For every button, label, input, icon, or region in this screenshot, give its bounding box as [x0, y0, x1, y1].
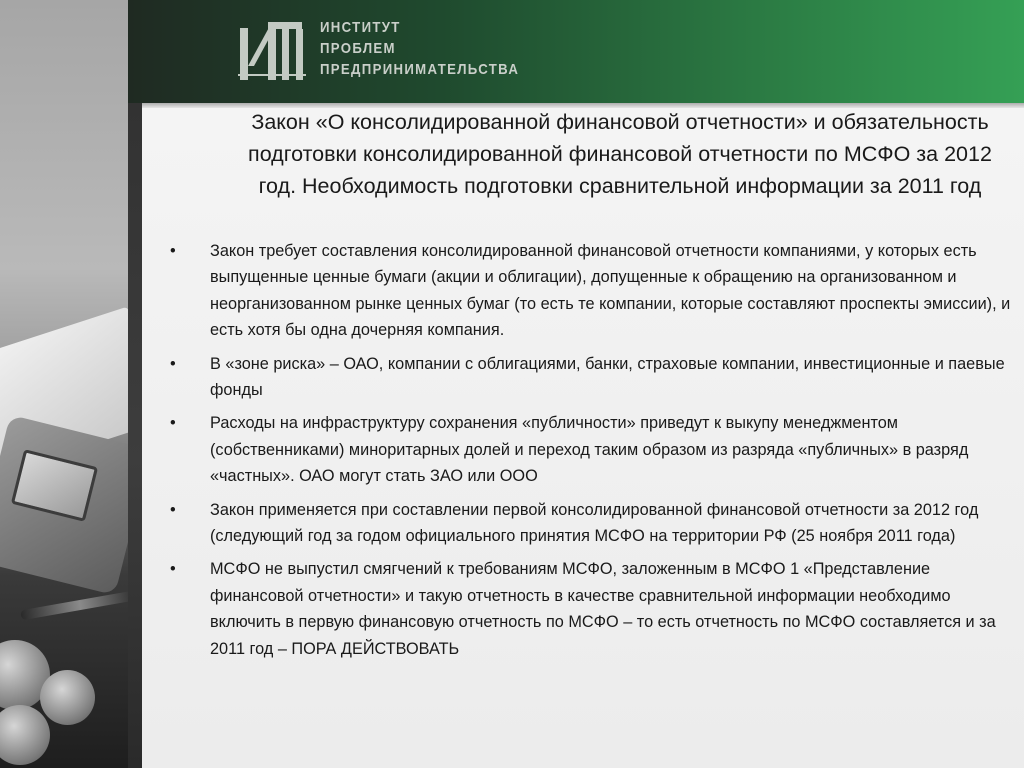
- bullet-text: Расходы на инфраструктуру сохранения «публичности» приведут к выкупу менеджментом (собственниками) миноритарных долей и переход таким образом из разряда «публичных» в разряд «частных». ОАО могут стать ЗАО или ООО: [210, 414, 969, 486]
- pda-device-decor: [0, 415, 142, 596]
- institute-logo-icon: [238, 14, 308, 86]
- bullet-item: [170, 497, 1015, 550]
- pda-screen-decor: [11, 449, 98, 522]
- bullet-text: МСФО не выпустил смягчений к требованиям МСФО, заложенным в МСФО 1 «Представление финансовой отчетности» и такую отчетность в качестве сравнительной информации необходимо включить в первую финансовую отчетность по МСФО – то есть отчетность по МСФО составляется и за 2011 год – ПОРА ДЕЙСТВОВАТЬ: [210, 560, 996, 658]
- decorative-photo: [0, 0, 142, 768]
- bullet-icon: •: [170, 414, 176, 433]
- bullet-text: Закон требует составления консолидированной финансовой отчетности компаниями, у которых есть выпущенные ценные бумаги (акции и облигации), допущенные к обращению на организованном и неорганизованном рынке ценных бумаг (то есть те компании, которые составляют проспекты эмиссии), и есть хотя бы одна дочерняя компания.: [210, 242, 1011, 340]
- bullet-text: Закон применяется при составлении первой консолидированной финансовой отчетности за 2012 год (следующий год за годом официального принятия МСФО на территории РФ (25 ноября 2011 года): [210, 500, 979, 546]
- institute-name: [320, 17, 519, 80]
- bullet-item: [170, 410, 1015, 489]
- bullet-text: В «зоне риска» – ОАО, компании с облигациями, банки, страховые компании, инвестиционные и паевые фонды: [210, 354, 1005, 400]
- coin-decor: [40, 670, 95, 725]
- bullet-item: [170, 556, 1015, 662]
- coin-decor: [0, 705, 50, 765]
- vertical-band: [128, 0, 142, 768]
- bullet-icon: •: [170, 560, 176, 579]
- pen-decor: [20, 590, 140, 621]
- bullet-item: [170, 351, 1015, 404]
- bullet-icon: •: [170, 354, 176, 373]
- bullet-list: [170, 238, 1015, 669]
- logo-line: ПРЕДПРИНИМАТЕЛЬСТВА: [320, 61, 520, 78]
- logo-line: ИНСТИТУТ: [320, 19, 401, 36]
- bullet-item: [170, 238, 1015, 344]
- logo-letters: [238, 22, 306, 80]
- logo-line: ПРОБЛЕМ: [320, 40, 396, 57]
- bullet-icon: •: [170, 242, 176, 260]
- slide-title: Закон «О консолидированной финансовой отчетности» и обязательность подготовки консолидированной финансовой отчетности по МСФО за 2012 год. Необходимость подготовки сравнительной информации за 2011 год: [248, 110, 992, 198]
- bullet-icon: •: [170, 500, 176, 519]
